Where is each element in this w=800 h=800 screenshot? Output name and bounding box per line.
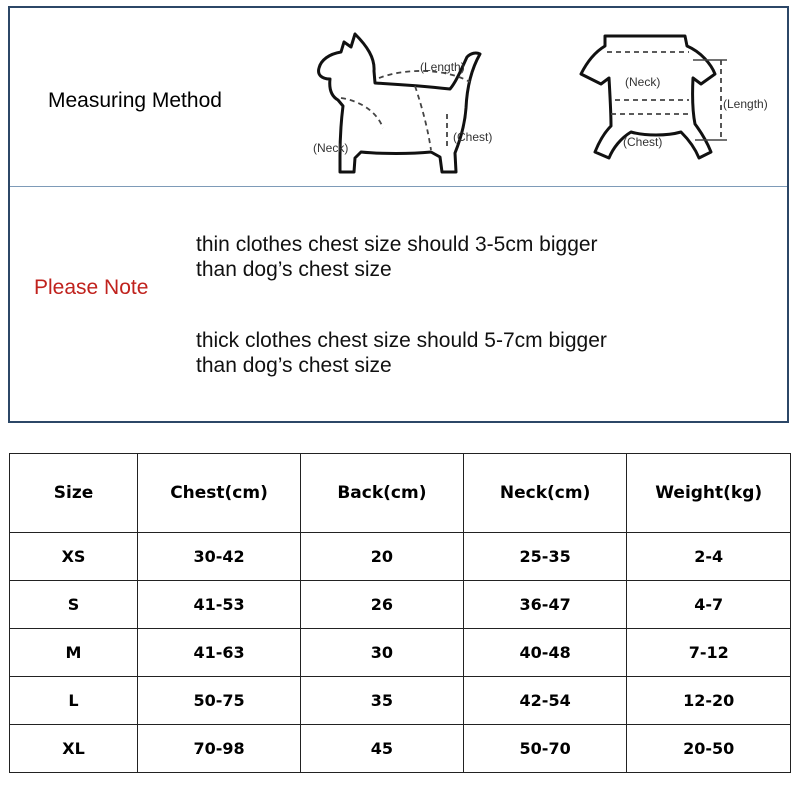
clothes-length-label: (Length): [723, 97, 768, 111]
table-row: [10, 629, 791, 677]
header-weight: Weight(kg): [627, 454, 791, 533]
cell-neck: 40-48: [463, 629, 627, 677]
thick-note-line-1: thick clothes chest size should 5-7cm bigger: [196, 329, 607, 352]
header-chest: Chest(cm): [138, 454, 301, 533]
clothes-measure-lines: [607, 52, 721, 140]
size-chart-table: [9, 453, 791, 773]
thick-clothes-note: [196, 328, 607, 378]
cell-weight: 7-12: [627, 629, 791, 677]
table-row: [10, 677, 791, 725]
cell-neck: 36-47: [463, 581, 627, 629]
please-note-label: Please Note: [34, 276, 149, 299]
clothes-measure-illustration: [565, 28, 790, 188]
info-panel: [8, 6, 789, 423]
cell-chest: 50-75: [138, 677, 301, 725]
cell-back: 35: [301, 677, 464, 725]
cell-neck: 42-54: [463, 677, 627, 725]
cell-back: 30: [301, 629, 464, 677]
cell-back: 20: [301, 533, 464, 581]
measuring-method-title: Measuring Method: [48, 89, 222, 112]
cell-weight: 2-4: [627, 533, 791, 581]
table-header-row: [10, 454, 791, 533]
header-size: Size: [10, 454, 138, 533]
clothes-chest-label: (Chest): [623, 135, 663, 149]
cell-back: 45: [301, 725, 464, 773]
cell-chest: 70-98: [138, 725, 301, 773]
thick-note-line-2: than dog’s chest size: [196, 354, 392, 377]
cell-chest: 41-63: [138, 629, 301, 677]
thin-clothes-note: [196, 232, 598, 282]
cell-size: M: [10, 629, 138, 677]
panel-divider: [10, 186, 787, 187]
cell-size: S: [10, 581, 138, 629]
cell-neck: 50-70: [463, 725, 627, 773]
cell-weight: 4-7: [627, 581, 791, 629]
clothes-neck-label: (Neck): [625, 75, 661, 89]
dog-chest-label: (Chest): [453, 130, 493, 144]
table-row: [10, 725, 791, 773]
cell-size: XS: [10, 533, 138, 581]
cell-chest: 30-42: [138, 533, 301, 581]
header-neck: Neck(cm): [463, 454, 627, 533]
dog-measure-illustration: [295, 26, 515, 191]
dog-measure-lines: [341, 71, 470, 150]
cell-chest: 41-53: [138, 581, 301, 629]
cell-weight: 12-20: [627, 677, 791, 725]
dog-neck-label: (Neck): [313, 141, 349, 155]
table-row: [10, 533, 791, 581]
header-back: Back(cm): [301, 454, 464, 533]
dog-neck-line: [341, 98, 383, 128]
cell-size: XL: [10, 725, 138, 773]
thin-note-line-2: than dog’s chest size: [196, 258, 392, 281]
cell-back: 26: [301, 581, 464, 629]
thin-note-line-1: thin clothes chest size should 3-5cm bigger: [196, 233, 598, 256]
cell-neck: 25-35: [463, 533, 627, 581]
table-row: [10, 581, 791, 629]
cell-weight: 20-50: [627, 725, 791, 773]
cell-size: L: [10, 677, 138, 725]
dog-length-label: (Length): [420, 60, 465, 74]
